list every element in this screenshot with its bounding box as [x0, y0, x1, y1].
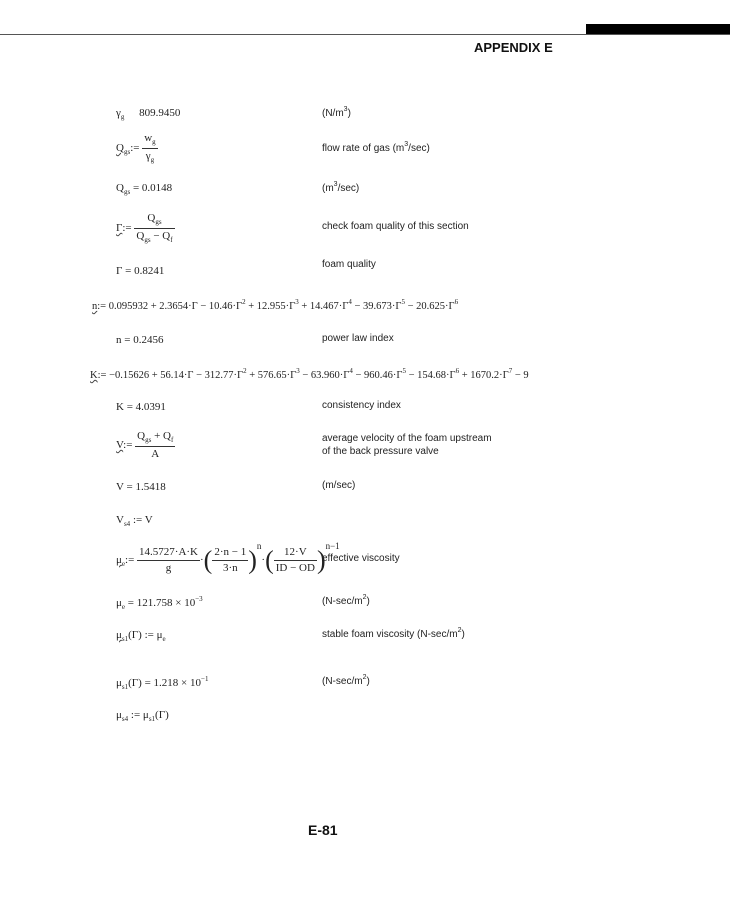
eq-op: := — [123, 439, 133, 452]
note-sup: 3 — [404, 141, 409, 148]
eq-v-val — [116, 482, 166, 493]
eq-lhs-sub: g — [120, 113, 125, 121]
eq-rhs: 0.8241 — [134, 265, 165, 277]
note-v-def-2: of the back pressure valve — [322, 446, 439, 457]
eq-fraction — [137, 547, 200, 574]
eq-lhs: V — [116, 439, 124, 452]
term: − 960.46·Γ — [352, 370, 403, 381]
eq-lhs: V — [116, 514, 124, 526]
frac-den: A — [151, 448, 160, 460]
frac-den-sub: g — [150, 156, 155, 164]
p2-den: ID − OD — [275, 561, 315, 574]
eq-k-val — [116, 402, 166, 413]
frac-den-a: Q — [136, 230, 145, 242]
eq-op: = — [126, 481, 133, 493]
eq-fraction — [135, 431, 175, 460]
eq-n-def — [92, 299, 458, 313]
frac-den-a-sub: gs — [144, 236, 151, 244]
eq-lhs-sub: s1 — [121, 683, 129, 691]
eq-lhs: μ — [116, 677, 122, 689]
note-mue-def: effective viscosity — [322, 553, 400, 564]
term: + 1670.2·Γ — [459, 370, 509, 381]
eq-op: := — [125, 554, 135, 566]
note-v-val: (m/sec) — [322, 480, 356, 491]
eq-rhs-sub: e — [162, 635, 166, 643]
p2-num: 12·V — [274, 547, 317, 561]
eq-lhs: $\mu_e$ — [116, 554, 126, 568]
frac-den-b: − Q — [150, 230, 171, 242]
eq-op: := — [132, 514, 143, 526]
note-tail: ) — [366, 676, 370, 687]
note-sup: 2 — [457, 627, 462, 634]
eq-rhs: 121.758 × 10 — [136, 597, 196, 609]
term: − 9 — [512, 370, 529, 381]
note-sup: 3 — [343, 106, 348, 113]
note-gamma-g — [322, 106, 351, 119]
eq-qgs-val — [116, 183, 172, 196]
eq-lhs: V — [116, 481, 124, 493]
note-v-def-1: average velocity of the foam upstream — [322, 433, 492, 444]
paren1-fraction — [212, 547, 248, 574]
frac-num-b: + Q — [151, 430, 171, 442]
eq-op: = — [127, 597, 134, 609]
eq-qgs-def — [116, 133, 158, 164]
eq-rhs: V — [144, 514, 153, 526]
exp: 6 — [454, 298, 459, 306]
eq-fraction — [134, 213, 174, 244]
eq-gamma-def — [116, 213, 175, 244]
eq-op: = — [132, 182, 142, 194]
eq-rhs-sub: s1 — [148, 715, 156, 723]
term: − 63.960·Γ — [299, 370, 350, 381]
p1-exp: n — [256, 541, 262, 551]
note-tail: ) — [366, 596, 370, 607]
eq-lhs: Γ — [116, 222, 123, 235]
eq-rhs: 1.5418 — [135, 481, 166, 493]
note-n-val: power law index — [322, 333, 394, 344]
note-sup: 2 — [362, 594, 367, 601]
exp: 4 — [348, 298, 352, 306]
eq-lhs: K — [116, 401, 124, 413]
eq-rhs: 0.095932 + 2.3654·Γ − 10.46·Γ — [108, 301, 243, 312]
note-text: flow rate of gas (m — [322, 143, 405, 154]
term: + 14.467·Γ — [298, 301, 349, 312]
eq-lhs: Q — [116, 182, 124, 194]
eq-v-def — [116, 431, 175, 460]
eq-lhs: μ — [116, 709, 122, 721]
note-tail: /sec) — [337, 183, 360, 194]
eq-lhs: γ — [116, 107, 121, 119]
eq-rhs: μ — [156, 629, 163, 641]
note-mus1-val — [322, 674, 370, 687]
note-gamma-val: foam quality — [322, 259, 376, 270]
term: − 39.673·Γ — [351, 301, 402, 312]
eq-lhs: Γ — [116, 265, 123, 277]
frac-num: w — [144, 132, 153, 144]
note-text: (N-sec/m — [322, 676, 363, 687]
eq-op: = — [125, 265, 132, 277]
term: + 12.955·Γ — [245, 301, 296, 312]
note-text: (N/m — [322, 108, 344, 119]
note-tail: ) — [347, 108, 351, 119]
frac-num-sub: g — [152, 138, 156, 146]
exp: 2 — [242, 298, 246, 306]
eq-op: := — [97, 301, 107, 312]
eq-op: = — [126, 401, 133, 413]
p2-exp: n−1 — [325, 541, 340, 551]
eq-rhs: 1.218 × 10 — [153, 677, 202, 689]
exp: 7 — [508, 367, 513, 375]
eq-lhs: n — [92, 301, 98, 312]
appendix-title: APPENDIX E — [474, 40, 553, 55]
eq-lhs-sub: gs — [123, 188, 131, 196]
p1-den: 3·n — [222, 561, 238, 574]
eq-vs4 — [116, 515, 153, 528]
exp: 6 — [455, 367, 460, 375]
eq-lhs: $\mu_{s1}$ — [116, 629, 129, 643]
term: − 20.625·Γ — [404, 301, 455, 312]
eq-rhs: 4.0391 — [135, 401, 166, 413]
paren2-fraction — [274, 547, 317, 574]
note-gamma-def: check foam quality of this section — [322, 221, 469, 232]
eq-fraction — [142, 133, 157, 164]
eq-mus1-def — [116, 630, 166, 643]
frac-den-b-sub: f — [170, 236, 173, 244]
eq-lhs: μ — [116, 597, 122, 609]
exp: 5 — [401, 298, 405, 306]
eq-n-val — [116, 335, 163, 346]
eq-rhs: −0.15626 + 56.14·Γ − 312.77·Γ — [109, 370, 244, 381]
frac-num-b-sub: f — [171, 436, 174, 444]
exp: 3 — [295, 298, 299, 306]
eq-lhs-sub: s4 — [123, 520, 131, 528]
exp: 4 — [349, 367, 353, 375]
eq-rhs: 0.0148 — [141, 182, 173, 194]
eq-mue-val — [116, 596, 203, 611]
note-tail: /sec) — [408, 143, 430, 154]
frac-den: γ — [145, 150, 151, 162]
eq-rhs-arg: (Γ) — [155, 709, 169, 721]
exp: 2 — [243, 367, 247, 375]
term: − 154.68·Γ — [405, 370, 456, 381]
eq-mus4 — [116, 710, 169, 723]
note-qgs-def — [322, 141, 430, 154]
eq-lhs-arg: (Γ) — [128, 677, 142, 689]
note-k-val: consistency index — [322, 400, 401, 411]
exp: 5 — [402, 367, 406, 375]
eq-gamma-g — [116, 108, 180, 121]
eq-rhs: μ — [142, 709, 149, 721]
eq-rhs: 809.9450 — [139, 107, 181, 119]
frac-num-a-sub: gs — [145, 436, 152, 444]
eq-mue-def: $\mu_e:=$ $\frac{14.5727\cdot A\cdot K}{g}$ ·( $\frac{2\cdot n - 1}{3\cdot n}$ )n·( $\frac{12\cdot V}{ID - OD}$ )n−1 — [116, 541, 340, 575]
eq-rhs-exp: −1 — [201, 675, 209, 683]
exp: 3 — [296, 367, 300, 375]
note-text: stable foam viscosity (N-sec/m — [322, 629, 458, 640]
note-text: (m — [322, 183, 334, 194]
eq-gamma-val — [116, 266, 164, 277]
term: + 576.65·Γ — [246, 370, 297, 381]
header-rule — [0, 34, 730, 35]
eq-lhs-arg: (Γ) — [128, 629, 142, 641]
frac-num: Q — [147, 212, 156, 224]
eq-op: = — [144, 677, 151, 689]
frac-num-sub: gs — [155, 218, 162, 226]
note-qgs-val — [322, 181, 359, 194]
eq-rhs: 0.2456 — [133, 334, 164, 346]
eq-lhs: $Q_{gs}$ — [116, 142, 131, 157]
eq-k-def — [90, 368, 529, 382]
note-mus1-def — [322, 627, 465, 640]
page-number: E-81 — [308, 822, 338, 838]
eq-lhs: K — [90, 370, 98, 381]
note-text: (N-sec/m — [322, 596, 363, 607]
p1-num: 2·n − 1 — [212, 547, 248, 561]
eq-mus1-val — [116, 676, 208, 691]
eq-lhs: n — [116, 334, 122, 346]
eq-op: = — [124, 334, 131, 346]
eq-op: := — [130, 709, 141, 721]
eq-op: := — [144, 629, 154, 641]
frac-den: g — [165, 561, 172, 574]
eq-lhs-sub: s4 — [121, 715, 129, 723]
note-sup: 3 — [333, 181, 338, 188]
note-tail: ) — [461, 629, 465, 640]
eq-op: := — [97, 370, 107, 381]
eq-op: := — [122, 222, 132, 235]
eq-op: := — [130, 142, 140, 155]
note-mue-val — [322, 594, 370, 607]
frac-num-a: Q — [137, 430, 146, 442]
note-sup: 2 — [362, 674, 367, 681]
eq-lhs-sub: e — [121, 603, 126, 611]
frac-num: 14.5727·A·K — [137, 547, 200, 561]
eq-rhs-exp: −3 — [195, 595, 203, 603]
